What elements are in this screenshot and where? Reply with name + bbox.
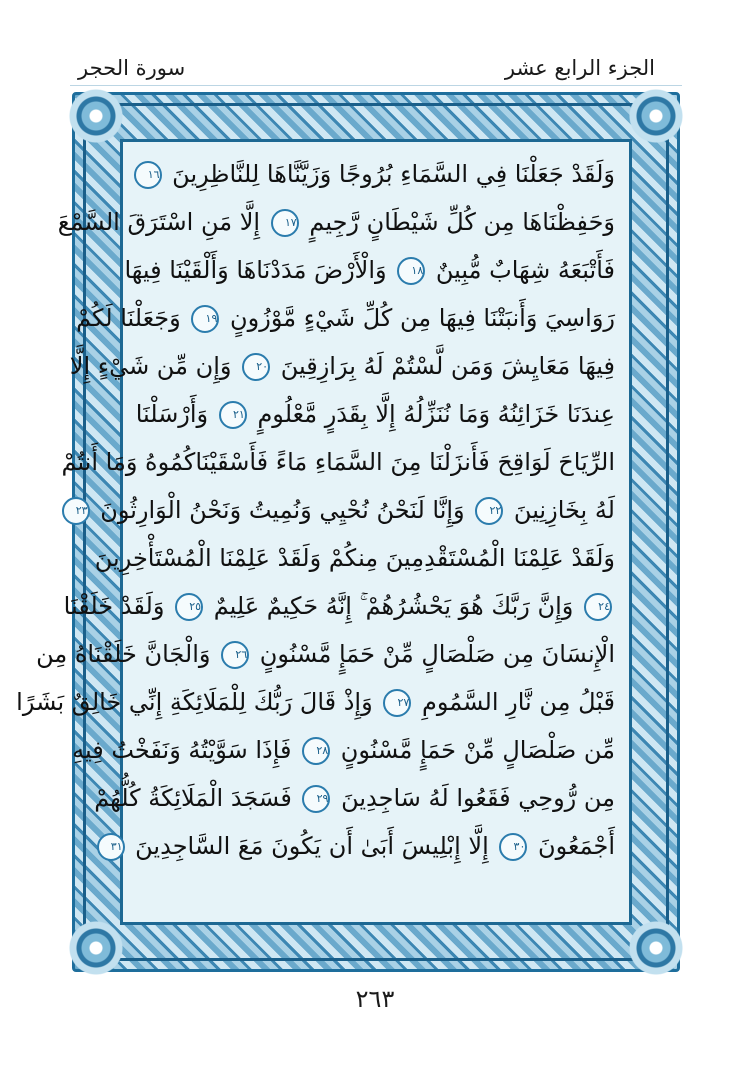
corner-rosette-icon — [69, 921, 123, 975]
corner-rosette-icon — [69, 89, 123, 143]
ayah-number-marker: ١٧ — [271, 209, 299, 237]
text-line — [72, 726, 615, 774]
ayah-text: لَهُ بِخَازِنِينَ — [513, 496, 615, 524]
corner-rosette-icon — [629, 921, 683, 975]
ayah-number-marker: ٢٥ — [175, 593, 203, 621]
text-line — [16, 678, 615, 726]
ayah-number-marker: ٢٠ — [242, 353, 270, 381]
ayah-text: وَجَعَلْنَا لَكُمْ — [76, 304, 181, 332]
quran-text-panel — [16, 139, 632, 925]
ayah-text: وَلَقَدْ خَلَقْنَا — [63, 592, 165, 620]
text-line — [94, 774, 615, 822]
ayah-text: وَإِنَّ رَبَّكَ هُوَ يَحْشُرُهُمْ ۚ إِنَّهُ حَكِيمٌ عَلِيمٌ — [213, 592, 574, 620]
ayah-text: وَالْأَرْضَ مَدَدْنَاهَا وَأَلْقَيْنَا فِيهَا — [124, 256, 387, 284]
ayah-number-marker: ١٩ — [191, 305, 219, 333]
ayah-number-marker: ٢٣ — [62, 497, 90, 525]
ayah-text: إِلَّا مَنِ اسْتَرَقَ السَّمْعَ — [57, 208, 261, 236]
juz-title: الجزء الرابع عشر — [504, 56, 655, 80]
ayah-text: مِّن صَلْصَالٍ مِّنْ حَمَإٍ مَّسْنُونٍ — [340, 736, 615, 764]
corner-rosette-icon — [629, 89, 683, 143]
text-line — [63, 582, 615, 630]
ayah-number-marker: ٢٢ — [475, 497, 503, 525]
ayah-number-marker: ١٦ — [134, 161, 162, 189]
ayah-text: وَأَرْسَلْنَا — [135, 400, 209, 428]
ayah-text: وَالْجَانَّ خَلَقْنَاهُ مِن — [36, 640, 211, 668]
ayah-text: إِلَّا إِبْلِيسَ أَبَىٰ أَن يَكُونَ مَعَ السَّاجِدِينَ — [135, 832, 489, 860]
ayah-text: فِيهَا مَعَايِشَ وَمَن لَّسْتُمْ لَهُ بِرَازِقِينَ — [280, 352, 615, 380]
text-line — [137, 150, 615, 198]
ayah-number-marker: ٢٧ — [383, 689, 411, 717]
ayah-number-marker: ٢٨ — [302, 737, 330, 765]
ayah-number-marker: ٢١ — [219, 401, 247, 429]
text-line — [36, 630, 615, 678]
text-line — [137, 390, 615, 438]
ayah-text: فَسَجَدَ الْمَلَائِكَةُ كُلُّهُمْ — [94, 784, 292, 812]
ornamental-frame — [16, 92, 680, 972]
page-number: ٢٦٣ — [355, 985, 395, 1013]
text-line — [57, 198, 615, 246]
ayah-text: وَلَقَدْ جَعَلْنَا فِي السَّمَاءِ بُرُوجًا وَزَيَّنَّاهَا لِلنَّاظِرِينَ — [172, 160, 615, 188]
ayah-text: رَوَاسِيَ وَأَنبَتْنَا فِيهَا مِن كُلِّ شَيْءٍ مَّوْزُونٍ — [230, 304, 615, 332]
ayah-text: وَإِذْ قَالَ رَبُّكَ لِلْمَلَائِكَةِ إِنِّي خَالِقٌ بَشَرًا — [16, 688, 373, 716]
ayah-text: وَإِن مِّن شَيْءٍ إِلَّا — [69, 352, 232, 380]
text-line — [94, 534, 615, 582]
ayah-text: وَحَفِظْنَاهَا مِن كُلِّ شَيْطَانٍ رَّجِيمٍ — [309, 208, 615, 236]
text-line — [124, 246, 615, 294]
ayah-number-marker: ٢٦ — [221, 641, 249, 669]
surah-title: سورة الحجر — [78, 56, 186, 80]
ayah-text: الْإِنسَانَ مِن صَلْصَالٍ مِّنْ حَمَإٍ مَّسْنُونٍ — [259, 640, 615, 668]
ayah-number-marker: ٣٠ — [499, 833, 527, 861]
ayah-text: فَأَتْبَعَهُ شِهَابٌ مُّبِينٌ — [435, 256, 615, 284]
ayah-number-marker: ١٨ — [397, 257, 425, 285]
ayah-number-marker: ٢٩ — [302, 785, 330, 813]
ayah-text: فَإِذَا سَوَّيْتُهُ وَنَفَخْتُ فِيهِ — [72, 736, 292, 764]
text-line — [69, 342, 615, 390]
ayah-text: وَإِنَّا لَنَحْنُ نُحْيِي وَنُمِيتُ وَنَحْنُ الْوَارِثُونَ — [100, 496, 465, 524]
text-line — [76, 294, 615, 342]
ayah-number-marker: ٣١ — [97, 833, 125, 861]
ayah-text: وَلَقَدْ عَلِمْنَا الْمُسْتَقْدِمِينَ مِنكُمْ وَلَقَدْ عَلِمْنَا الْمُسْتَأْخِرِينَ — [94, 544, 615, 572]
ayah-text: عِندَنَا خَزَائِنُهُ وَمَا نُنَزِّلُهُ إِلَّا بِقَدَرٍ مَّعْلُومٍ — [257, 400, 615, 428]
text-line — [110, 822, 615, 870]
ayah-number-marker: ٢٤ — [584, 593, 612, 621]
ayah-text: الرِّيَاحَ لَوَاقِحَ فَأَنزَلْنَا مِنَ السَّمَاءِ مَاءً فَأَسْقَيْنَاكُمُوهُ وَمَا أَنتُمْ — [61, 448, 615, 476]
ayah-text: قَبْلُ مِن نَّارِ السَّمُومِ — [421, 688, 615, 716]
ayah-text: أَجْمَعُونَ — [538, 832, 615, 860]
ayah-text: مِن رُّوحِي فَقَعُوا لَهُ سَاجِدِينَ — [341, 784, 615, 812]
text-line — [61, 438, 615, 486]
text-line — [75, 486, 615, 534]
header-divider — [70, 85, 682, 86]
